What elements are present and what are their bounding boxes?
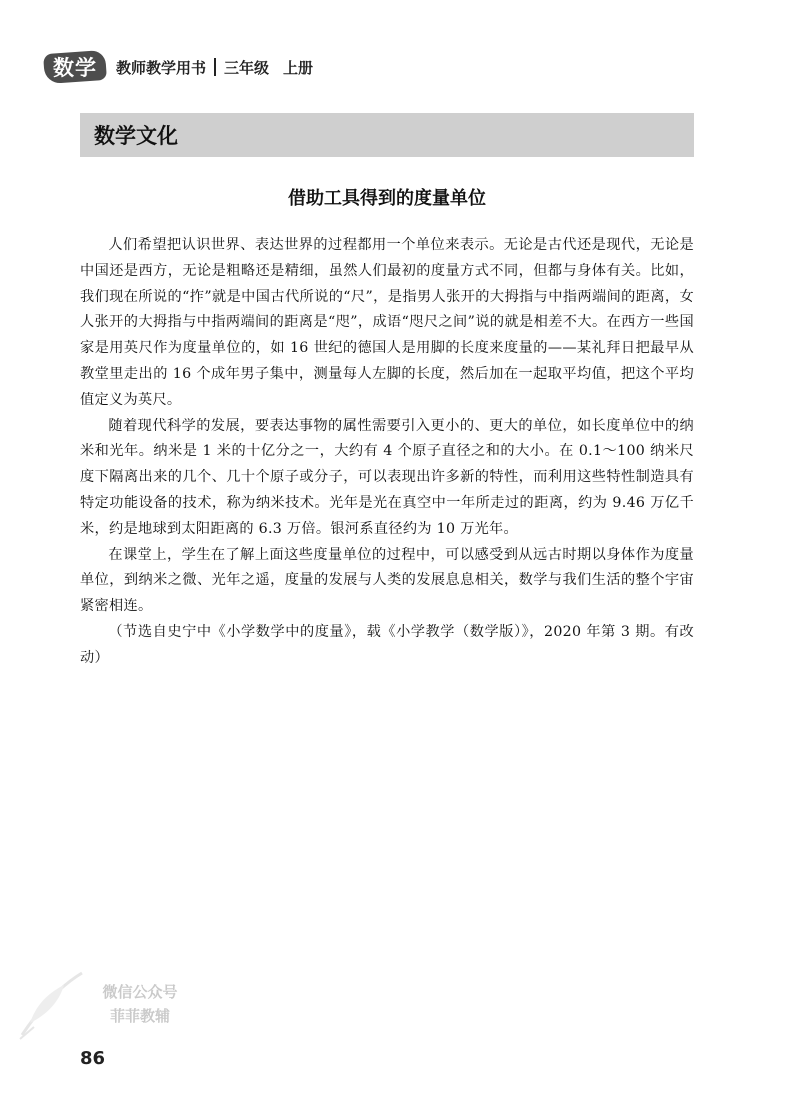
page-number: 86: [80, 1048, 106, 1069]
book-title: 教师教学用书: [116, 58, 207, 77]
grade-label: 三年级: [224, 58, 270, 77]
paragraph: 随着现代科学的发展，要表达事物的属性需要引入更小的、更大的单位，如长度单位中的纳米和光年。纳米是 1 米的十亿分之一，大约有 4 个原子直径之和的大小。在 0.1～100 纳米尺度下隔离出来的几个、几十个原子或分子，可以表现出许多新的特性，而利用这些特性制造具有特定功能设备的技术，称为纳米技术。光年是光在真空中一年所走过的距离，约为 9.46 万亿千米，约是地球到太阳距离的 6.3 万倍。银河系直径约为 10 万光年。: [80, 417, 694, 537]
watermark-line-2: 菲菲教辅: [109, 1007, 170, 1025]
subject-logo-text: 数学: [53, 56, 97, 80]
source-citation: （节选自史宁中《小学数学中的度量》，载《小学教学（数学版）》，2020 年第 3 期。有改动）: [80, 623, 694, 666]
paragraph: 人们希望把认识世界、表达世界的过程都用一个单位来表示。无论是古代还是现代，无论是中国还是西方，无论是粗略还是精细，虽然人们最初的度量方式不同，但都与身体有关。比如，我们现在所说的“拃”就是中国古代所说的“尺”，是指男人张开的大拇指与中指两端间的距离，女人张开的大拇指与中指两端间的距离是“咫”，成语“咫尺之间”说的就是相差不大。在西方一些国家是用英尺作为度量单位的，如 16 世纪的德国人是用脚的长度来度量的——某礼拜日把最早从教堂里走出的 16 个成年男子集中，测量每人左脚的长度，然后加在一起取平均值，把这个平均值定义为英尺。: [80, 237, 694, 408]
watermark-text: [80, 980, 200, 1028]
article-body: [80, 233, 694, 672]
section-heading-bar: [80, 113, 694, 157]
running-header: [40, 50, 313, 84]
watermark-line-1: 微信公众号: [102, 983, 178, 1001]
article-title: 借助工具得到的度量单位: [288, 188, 486, 209]
volume-label: 上册: [283, 58, 314, 77]
header-divider: [214, 58, 216, 76]
paragraph: 在课堂上，学生在了解上面这些度量单位的过程中，可以感受到从远古时期以身体作为度量单位，到纳米之微、光年之遥，度量的发展与人类的发展息息相关，数学与我们生活的整个宇宙紧密相连。: [80, 546, 694, 615]
section-title: 数学文化: [94, 124, 178, 148]
subject-logo: [40, 50, 110, 84]
